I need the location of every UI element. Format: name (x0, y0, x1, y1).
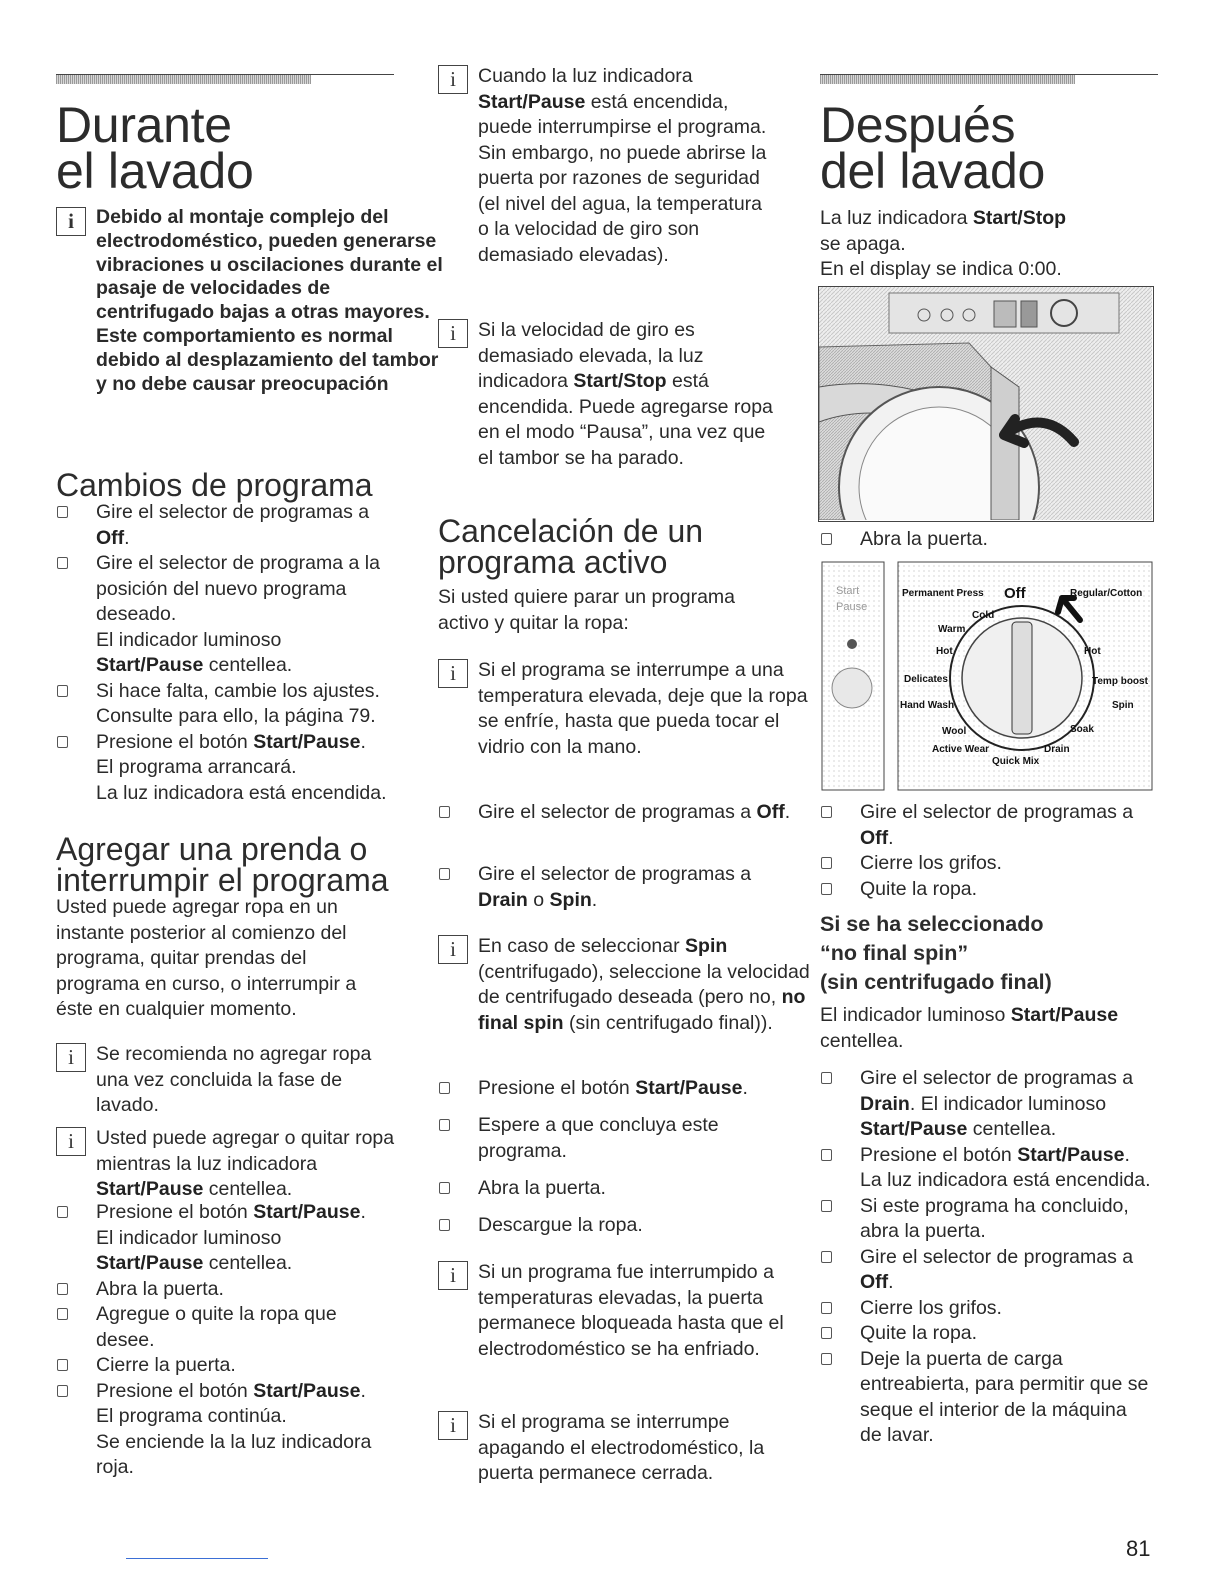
info-puede-agregar: i Usted puede agregar o quitar ropa mientras la luz indicadora Start/Pause centellea. (56, 1126, 396, 1203)
svg-text:Wool: Wool (942, 726, 967, 737)
info-icon: i (438, 659, 468, 688)
checkbox-icon (57, 506, 68, 518)
list-item: Gire el selector de programas a Off. (56, 500, 396, 551)
checkbox-icon (821, 1200, 832, 1212)
checkbox-icon (57, 557, 68, 569)
checkbox-icon (821, 1072, 832, 1084)
svg-text:Warm: Warm (938, 624, 966, 635)
checkbox-icon (439, 1219, 450, 1231)
list-item: Gire el selector de programas a Off. (438, 800, 798, 826)
checkbox-icon (439, 1182, 450, 1194)
footer-line (126, 1558, 268, 1559)
dial-drawing (818, 560, 1154, 792)
svg-text:Off: Off (1004, 585, 1026, 602)
list-item: Agregue o quite la ropa que desee. (56, 1302, 376, 1353)
list-item: Quite la ropa. (820, 1321, 1160, 1347)
list-item: Gire el selector de programas a Drain o Spin. (438, 862, 798, 913)
list-item: Deje la puerta de carga entreabierta, para permitir que se seque el interior de la máquina de lavar. (820, 1347, 1150, 1449)
agregar-intro: Usted puede agregar ropa en un instante posterior al comienzo del programa, quitar prendas del programa en curso, o interrumpir a éste en cualquier momento. (56, 896, 357, 1020)
checkbox-icon (57, 1283, 68, 1295)
list-item: Cierre los grifos. (820, 1296, 1160, 1322)
svg-text:Drain: Drain (1044, 744, 1070, 755)
checkbox-icon (821, 1327, 832, 1339)
checkbox-icon (57, 685, 68, 697)
washer-door-illustration (818, 286, 1154, 522)
info-spin: i En caso de seleccionar Spin (centrifugado), seleccione la velocidad de centrifugado deseada (pero no, no final spin (sin centrifugado final)). (438, 934, 823, 1036)
heading-cancelacion: Cancelación de un programa activo (438, 513, 704, 580)
info-velocidad-giro: i Si la velocidad de giro es demasiado elevada, la luz indicadora Start/Stop está encendida. Puede agregarse ropa en el modo “Pausa”, una vez que el tambor se ha parado. (438, 318, 778, 471)
info-vibration: i Debido al montaje complejo del electrodoméstico, pueden generarse vibraciones u oscilaciones durante el pasaje de velocidades de centrifugado bajas a otras mayores. Este comportamiento es normal debido al desplazamiento del tambor y no debe causar preocupación (56, 206, 446, 396)
heading-cambios: Cambios de programa (56, 467, 373, 503)
checkbox-icon (821, 883, 832, 895)
svg-text:Temp boost: Temp boost (1092, 676, 1148, 687)
info-icon: i (438, 1261, 468, 1290)
list-item: Gire el selector de programas a Drain. El indicador luminoso Start/Pause centellea. (820, 1066, 1160, 1143)
list-item: Abra la puerta. (438, 1176, 778, 1202)
list-item: Cierre los grifos. (820, 851, 1160, 877)
info-start-pause: i Cuando la luz indicadora Start/Pause está encendida, puede interrumpirse el programa. Sin embargo, no puede abrirse la puerta por razones de seguridad (el nivel del agua, la temperatura o la velocidad de giro son demasiado elevadas). (438, 64, 778, 268)
info-icon: i (438, 935, 468, 964)
svg-text:Delicates: Delicates (904, 674, 948, 685)
checkbox-icon (57, 1359, 68, 1371)
info-bloqueada: i Si un programa fue interrumpido a temperaturas elevadas, la puerta permanece bloqueada hasta que el electrodoméstico se ha enfriado. (438, 1260, 808, 1362)
checkbox-icon (57, 736, 68, 748)
list-item: Cierre la puerta. (56, 1353, 396, 1379)
despues-intro: La luz indicadora Start/Stop se apaga. En el display se indica 0:00. (820, 207, 1067, 280)
checkbox-icon (439, 868, 450, 880)
svg-text:Hot: Hot (1084, 646, 1101, 657)
no-final-spin-intro: El indicador luminoso Start/Pause centellea. (820, 1004, 1119, 1052)
checkbox-icon (57, 1308, 68, 1320)
list-item: Presione el botón Start/Pause. El programa arrancará. La luz indicadora está encendida. (56, 730, 396, 807)
checkbox-icon (439, 1082, 450, 1094)
svg-text:Soak: Soak (1070, 724, 1094, 735)
checkbox-icon (439, 1119, 450, 1131)
title-despues: Después del lavado (820, 97, 1045, 199)
info-icon: i (56, 1043, 86, 1072)
checkbox-icon (57, 1206, 68, 1218)
checkbox-icon (821, 806, 832, 818)
checkbox-icon (821, 1353, 832, 1365)
heading-no-final-spin: Si se ha seleccionado “no final spin” (sin centrifugado final) (820, 912, 1052, 994)
checkbox-icon (439, 806, 450, 818)
page-number: 81 (1126, 1536, 1151, 1561)
checkbox-icon (821, 1302, 832, 1314)
info-apagando: i Si el programa se interrumpe apagando el electrodoméstico, la puerta permanece cerrada. (438, 1410, 818, 1487)
info-temperatura: i Si el programa se interrumpe a una temperatura elevada, deje que la ropa se enfríe, hasta que pueda tocar el vidrio con la mano. (438, 658, 818, 760)
checkbox-icon (821, 1149, 832, 1161)
checkbox-icon (821, 1251, 832, 1263)
start-label: Start (836, 585, 860, 597)
heading-agregar: Agregar una prenda o interrumpir el programa (56, 831, 389, 898)
info-icon: i (438, 1411, 468, 1440)
list-item: Si hace falta, cambie los ajustes. Consulte para ello, la página 79. (56, 679, 396, 730)
svg-text:Permanent Press: Permanent Press (902, 588, 984, 599)
svg-text:Hand Wash: Hand Wash (900, 700, 955, 711)
info-icon: i (438, 319, 468, 348)
svg-text:Hot: Hot (936, 646, 953, 657)
list-item: Presione el botón Start/Pause. El indicador luminoso Start/Pause centellea. (56, 1200, 396, 1277)
checkbox-icon (821, 857, 832, 869)
list-item: Abra la puerta. (56, 1277, 396, 1303)
checkbox-icon (821, 533, 832, 545)
svg-text:Cold: Cold (972, 610, 995, 621)
svg-text:Regular/Cotton: Regular/Cotton (1070, 588, 1143, 599)
svg-text:Quick Mix: Quick Mix (992, 756, 1040, 767)
program-dial-illustration (818, 560, 1154, 792)
info-no-agregar: i Se recomienda no agregar ropa una vez concluida la fase de lavado. (56, 1042, 396, 1119)
info-icon: i (56, 1127, 86, 1156)
info-icon: i (56, 207, 86, 236)
section-rule (820, 74, 1158, 86)
list-item: Gire el selector de programas a Off. (820, 1245, 1160, 1296)
info-icon: i (438, 65, 468, 94)
cancel-intro: Si usted quiere parar un programa activo y quitar la ropa: (438, 586, 736, 634)
svg-text:Active Wear: Active Wear (932, 744, 990, 755)
checkbox-icon (57, 1385, 68, 1397)
list-item: Presione el botón Start/Pause. La luz indicadora está encendida. (820, 1143, 1160, 1194)
list-item: Presione el botón Start/Pause. (438, 1076, 823, 1102)
list-item: Gire el selector de programa a la posición del nuevo programa deseado. El indicador luminoso Start/Pause centellea. (56, 551, 396, 679)
list-item: Descargue la ropa. (438, 1213, 778, 1239)
list-item: Si este programa ha concluido, abra la puerta. (820, 1194, 1160, 1245)
washer-drawing (819, 287, 1152, 520)
pause-label: Pause (836, 601, 868, 613)
title-durante: Durante el lavado (56, 97, 254, 199)
list-item: Espere a que concluya este programa. (438, 1113, 778, 1164)
svg-text:Spin: Spin (1112, 700, 1134, 711)
list-item: Gire el selector de programas a Off. (820, 800, 1160, 851)
section-rule (56, 74, 394, 86)
list-item: Presione el botón Start/Pause. El programa continúa. Se enciende la la luz indicadora roja. (56, 1379, 396, 1481)
list-item: Quite la ropa. (820, 877, 1160, 903)
list-item: Abra la puerta. (820, 527, 1180, 553)
